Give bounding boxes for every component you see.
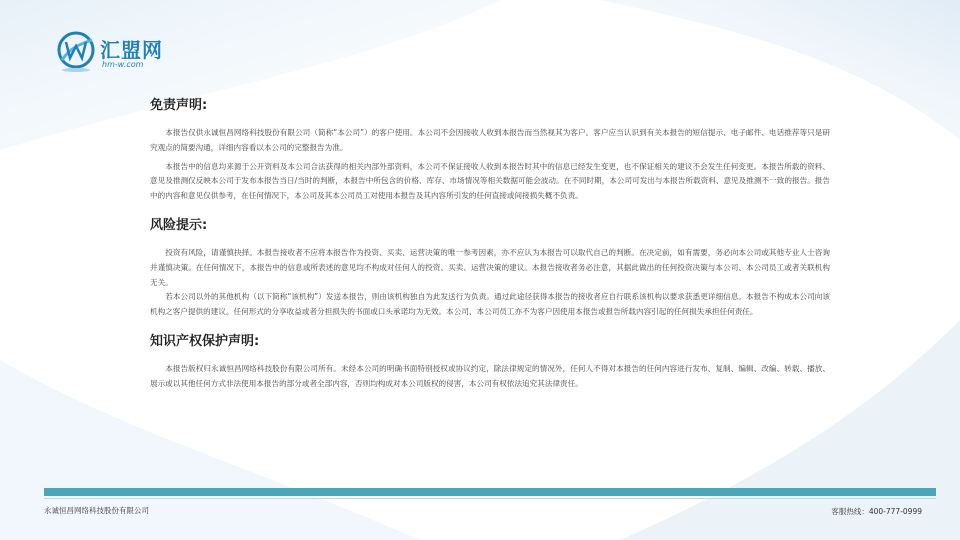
footer-divider [44, 498, 936, 499]
paragraph: 本报告版权归永诚恒昌网络科技股份有限公司所有。未经本公司的明确书面特别授权或协议约定，除法律规定的情况外，任何人不得对本报告的任何内容进行发布、复制、编辑、改编、转载、播放、展示或以其他任何方式非法使用本报告的部分或者全部内容，否则均构成对本公司版权的侵害，本公司有权依法追究其法律责任。 [150, 363, 830, 388]
paragraph: 本报告中的信息均来源于公开资料及本公司合法获得的相关内部外部资料，本公司不保证接收人收到本报告时其中的信息已经发生变更，也不保证相关的建议不会发生任何变更。本报告所载的资料、意见及推测仅反映本公司于发布本报告当日/当时的判断，本报告中所包含的价格、库存、市场情况等相关数据可能会波动。在不同时期，本公司可发出与本报告所载资料、意见及推测不一致的报告。报告中的内容和意见仅供参考，在任何情况下，本公司及其本公司员工对使用本报告及其内容所引发的任何直接或间接损失概不负责。 [150, 161, 830, 201]
paragraph: 本报告仅供永诚恒昌网络科技股份有限公司（简称“本公司”）的客户使用。本公司不会因接收人收到本报告而当然视其为客户。客户应当认识到有关本报告的短信提示、电子邮件、电话推荐等只是研究观点的简要沟通，详细内容看以本公司的完整报告为准。 [150, 128, 830, 152]
section-disclaimer [150, 96, 830, 204]
logo-name: 汇盟网 [100, 38, 163, 62]
footer-bar [44, 488, 936, 496]
section-risk [150, 216, 830, 320]
footer-company: 永诚恒昌网络科技股份有限公司 [44, 506, 149, 515]
logo-url: hm-w.com [102, 60, 144, 69]
section-ip [150, 332, 830, 392]
section-title: 知识产权保护声明: [150, 333, 260, 349]
paragraph: 若本公司以外的其他机构（以下简称“该机构”）发送本报告，则由该机构独自为此发送行为负责。通过此途径获得本报告的接收者应自行联系该机构以要求获悉更详细信息。本报告不构成本公司向该机构之客户提供的建议。任何形式的分享收益或者分担损失的书面或口头承诺均为无效。本公司、本公司员工亦不为客户因使用本报告或报告所载内容引起的任何损失承担任何责任。 [150, 292, 830, 317]
section-title: 风险提示: [150, 217, 208, 233]
disclaimer-content [150, 96, 830, 392]
logo-globe-icon [56, 30, 96, 74]
paragraph: 投资有风险，请谨慎抉择。本报告接收者不应将本报告作为投资、买卖、运营决策的唯一参考因素，亦不应认为本报告可以取代自己的判断。在决定前，如有需要，务必向本公司或其他专业人士咨询并谨慎决策。在任何情况下，本报告中的信息或所表述的意见均不构成对任何人的投资、买卖、运营决策的建议。本报告接收者务必注意，其据此做出的任何投资决策与本公司、本公司员工或者关联机构无关。 [150, 247, 830, 287]
logo [56, 30, 176, 80]
section-title: 免责声明: [150, 98, 208, 113]
footer-hotline: 客服热线：400-777-0999 [831, 507, 922, 516]
